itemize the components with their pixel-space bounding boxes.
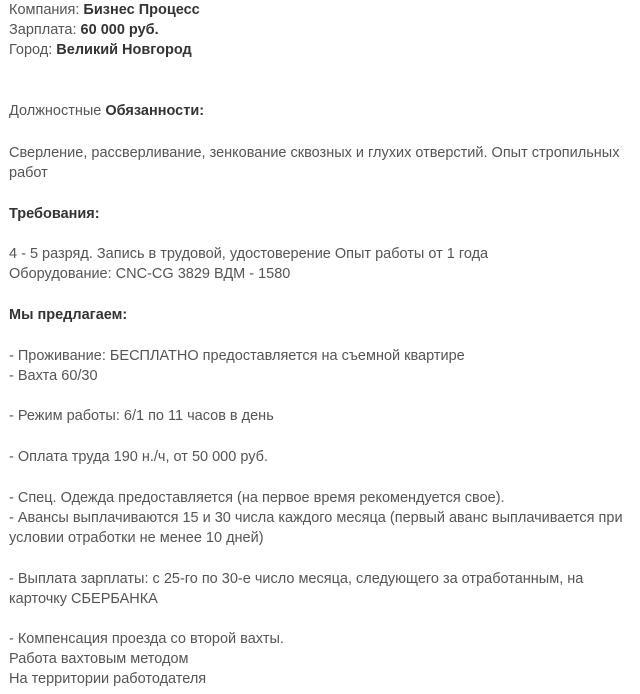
company-name: Бизнес Процесс <box>83 2 200 18</box>
offer-line: Работа вахтовым методом <box>9 651 189 667</box>
salary-line <box>9 20 159 40</box>
duties-text-line: работ <box>9 165 48 181</box>
city-line <box>9 40 192 60</box>
company-label: Компания: <box>9 2 80 18</box>
offer-line: карточку СБЕРБАНКА <box>9 591 158 607</box>
duties-text-line: Сверление, рассверливание, зенкование сквозных и глухих отверстий. Опыт стропильных <box>9 145 620 161</box>
duties-heading-bold: Обязанности: <box>105 103 205 119</box>
requirements-heading-text: Требования: <box>9 206 100 222</box>
offer-line: - Компенсация проезда со второй вахты. <box>9 631 284 647</box>
offer-line: - Вахта 60/30 <box>9 368 98 384</box>
offer-line: - Авансы выплачиваются 15 и 30 числа каждого месяца (первый аванс выплачивается при <box>9 510 623 526</box>
duties-heading-prefix: Должностные <box>9 103 102 119</box>
offer-heading-text: Мы предлагаем: <box>9 307 128 323</box>
requirements-heading <box>9 204 100 224</box>
salary-value: 60 000 руб. <box>80 22 159 38</box>
duties-heading <box>9 101 204 121</box>
offer-line: - Проживание: БЕСПЛАТНО предоставляется на съемной квартире <box>9 348 465 364</box>
city-value: Великий Новгород <box>56 42 192 58</box>
city-label: Город: <box>9 42 53 58</box>
offer-line: - Режим работы: 6/1 по 11 часов в день <box>9 408 274 424</box>
company-line <box>9 0 200 20</box>
salary-label: Зарплата: <box>9 22 77 38</box>
offer-line: - Выплата зарплаты: с 25-го по 30-е число месяца, следующего за отработанным, на <box>9 571 584 587</box>
offer-line: - Оплата труда 190 н./ч, от 50 000 руб. <box>9 449 268 465</box>
offer-line: условии отработки не менее 10 дней) <box>9 530 264 546</box>
offer-line: На территории работодателя <box>9 671 207 687</box>
offer-line: - Спец. Одежда предоставляется (на первое время рекомендуется свое). <box>9 490 505 506</box>
requirements-text-line: Оборудование: CNC-CG 3829 ВДМ - 1580 <box>9 266 291 282</box>
offer-heading <box>9 305 127 325</box>
requirements-text-line: 4 - 5 разряд. Запись в трудовой, удостоверение Опыт работы от 1 года <box>9 246 489 262</box>
